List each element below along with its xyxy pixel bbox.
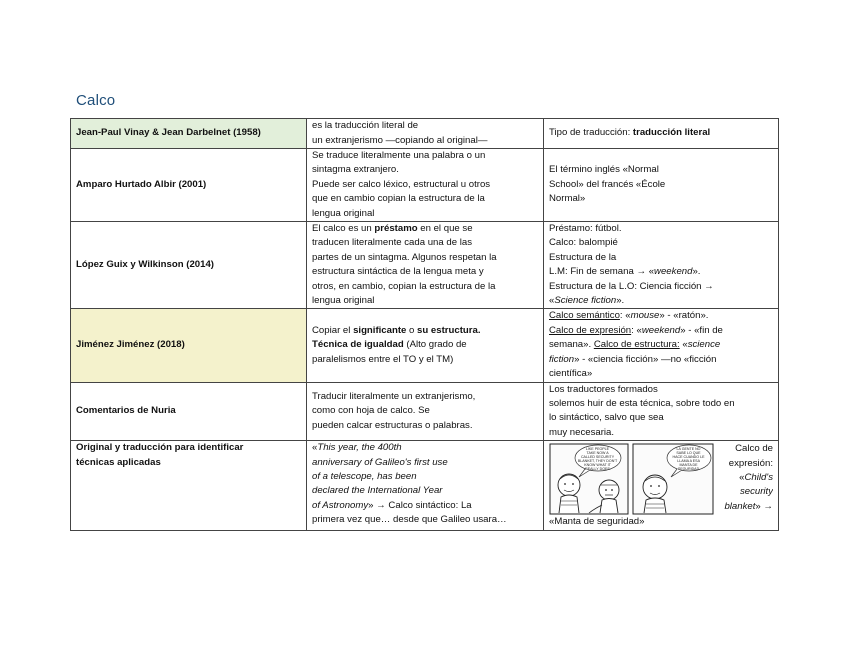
definition-bold-text: significante — [353, 324, 407, 336]
definition-text: (Alto grado de — [403, 339, 467, 351]
definition-line — [312, 338, 538, 352]
definition-text: en el que se — [417, 223, 473, 235]
example-text: : « — [631, 324, 642, 336]
example-italic-text: weekend — [641, 324, 681, 336]
definition-bold-text: préstamo — [374, 223, 418, 235]
example-cell — [544, 382, 779, 441]
example-underlined-text: Calco de expresión — [549, 324, 632, 336]
table-row — [71, 309, 779, 382]
definition-line: otros, en cambio, copian la estructura de la — [312, 280, 496, 292]
example-line: Estructura de la L.O: Ciencia ficción → — [549, 280, 714, 292]
example-cell — [544, 222, 779, 309]
example-line: muy necesaria. — [549, 426, 615, 438]
source-line — [312, 499, 538, 513]
example-line: Los traductores formados — [549, 383, 658, 395]
example-text: : « — [619, 310, 631, 322]
side-italic-text: Child's — [744, 471, 773, 483]
example-line: El término inglés «Normal — [549, 164, 659, 176]
author-cell: Amparo Hurtado Albir (2001) — [71, 149, 307, 222]
example-italic-text: mouse — [630, 310, 660, 322]
example-line: solemos huir de esta técnica, sobre todo en — [549, 397, 735, 409]
page-title: Calco — [76, 92, 116, 109]
example-text: L.M: Fin de semana → « — [549, 266, 655, 278]
source-text-cell — [307, 441, 544, 530]
example-italic-text: weekend — [654, 266, 693, 278]
definition-line: Traducir literalmente un extranjerismo, — [312, 390, 476, 402]
example-underlined-text: Calco semántico — [549, 310, 620, 322]
side-line: Calco de — [735, 443, 773, 455]
definition-line — [312, 324, 538, 338]
author-cell: Jiménez Jiménez (2018) — [71, 309, 307, 382]
example-line — [549, 294, 773, 308]
side-italic-text: blanket — [724, 500, 756, 512]
example-cell — [544, 309, 779, 382]
example-line: School» del francés «École — [549, 178, 666, 190]
source-text: « — [312, 442, 318, 454]
table-row — [71, 441, 779, 530]
example-underlined-text: Calco de estructura: — [593, 339, 680, 351]
side-text: » → — [755, 500, 773, 512]
example-line — [549, 126, 773, 140]
definition-cell — [307, 149, 544, 222]
speech-text-left: LIKE PEOPLE TAKE NOW A CALLED SECURITY BLANKET, THEY DON'T KNOW WHAT IT REALLY DOES. — [577, 447, 618, 472]
definition-bold-text: Técnica de igualdad — [312, 339, 404, 351]
source-line: of a telescope, has been — [312, 470, 417, 482]
definition-line: como con hoja de calco. Se — [312, 405, 430, 417]
definition-text: El calco es un — [312, 223, 375, 235]
example-text: » - «fin de — [680, 324, 723, 336]
example-line: Calco: balompié — [549, 237, 618, 249]
source-line: anniversary of Galileo's first use — [312, 456, 448, 468]
definition-line — [312, 222, 538, 236]
peanuts-cartoon-image — [549, 443, 714, 515]
example-text: » - «ciencia ficción» —no «ficción — [574, 353, 717, 365]
definition-text: o — [406, 324, 418, 336]
definition-line: sintagma extranjero. — [312, 164, 399, 176]
example-cell — [544, 149, 779, 222]
example-line — [549, 309, 773, 323]
example-bold-text: traducción literal — [632, 127, 711, 139]
example-line: Estructura de la — [549, 251, 617, 263]
character-right — [643, 475, 667, 513]
source-italic-text: This year, the 400th — [317, 442, 402, 454]
example-text: Tipo de traducción: — [549, 127, 633, 139]
example-text: » - «ratón». — [659, 310, 709, 322]
source-line — [312, 441, 538, 455]
definition-line: que en cambio copian la estructura de la — [312, 193, 485, 205]
table-row — [71, 119, 779, 149]
definition-line: pueden calcar estructuras o palabras. — [312, 419, 473, 431]
example-italic-text: Science fiction — [554, 295, 617, 307]
speech-text-right: LA GENTE NO SABE LO QUE HACE CUANDO LE LLAMA A ESA MANTA DE SEGURIDAD. — [672, 447, 705, 472]
side-line — [718, 500, 773, 514]
definition-line: Puede ser calco léxico, estructural u otros — [312, 178, 491, 190]
example-italic-text: science — [687, 339, 721, 351]
side-line: security — [739, 486, 773, 498]
author-cell: López Guix y Wilkinson (2014) — [71, 222, 307, 309]
cartoon-cell — [544, 441, 779, 530]
example-text: ». — [692, 266, 701, 278]
definition-cell — [307, 222, 544, 309]
definition-line: paralelismos entre el TO y el TM) — [312, 353, 454, 365]
table-row — [71, 149, 779, 222]
side-text: « — [739, 471, 745, 483]
definition-line: lengua original — [312, 295, 375, 307]
cartoon-wrap — [549, 441, 773, 515]
author-line: Original y traducción para identificar — [76, 442, 244, 454]
example-line: científica» — [549, 368, 593, 380]
author-cell: Jean-Paul Vinay & Jean Darbelnet (1958) — [71, 119, 307, 149]
definition-line: es la traducción literal de — [312, 120, 419, 132]
definition-cell — [307, 119, 544, 149]
example-line: Normal» — [549, 193, 586, 205]
table-row — [71, 222, 779, 309]
example-line — [549, 265, 773, 279]
example-cell — [544, 119, 779, 149]
definition-line: traducen literalmente cada una de las — [312, 237, 472, 249]
source-text: » → Calco sintáctico: La — [368, 499, 472, 511]
definition-text: Copiar el — [312, 324, 354, 336]
example-line — [549, 338, 773, 352]
example-text: ». — [616, 295, 625, 307]
side-line — [718, 471, 773, 485]
example-line — [549, 353, 773, 367]
definition-line: estructura sintáctica de la lengua meta y — [312, 266, 484, 278]
definition-line: lengua original — [312, 207, 375, 219]
table-row — [71, 382, 779, 441]
example-text: « — [679, 339, 688, 351]
definition-line: partes de un sintagma. Algunos respetan la — [312, 251, 497, 263]
source-italic-text: of Astronomy — [312, 499, 369, 511]
source-line: primera vez que… desde que Galileo usara… — [312, 514, 507, 526]
side-line: expresión: — [728, 457, 773, 469]
example-italic-text: fiction — [549, 353, 575, 365]
definition-line: Se traduce literalmente una palabra o un — [312, 150, 486, 161]
source-line: declared the International Year — [312, 485, 443, 497]
author-cell: Comentarios de Nuria — [71, 382, 307, 441]
example-line: lo sintáctico, salvo que sea — [549, 412, 664, 424]
example-text: « — [549, 295, 555, 307]
example-text: semana». — [549, 339, 594, 351]
cartoon-side-note — [714, 442, 773, 514]
author-cell — [71, 441, 307, 530]
definition-cell — [307, 382, 544, 441]
calco-table — [70, 118, 779, 531]
author-line: técnicas aplicadas — [76, 456, 161, 468]
definition-bold-text: su estructura. — [417, 324, 481, 336]
definition-line: un extranjerismo —copiando al original— — [312, 134, 488, 146]
cartoon-translation: «Manta de seguridad» — [549, 516, 645, 528]
example-line: Préstamo: fútbol. — [549, 223, 622, 235]
definition-cell — [307, 309, 544, 382]
example-line — [549, 324, 773, 338]
